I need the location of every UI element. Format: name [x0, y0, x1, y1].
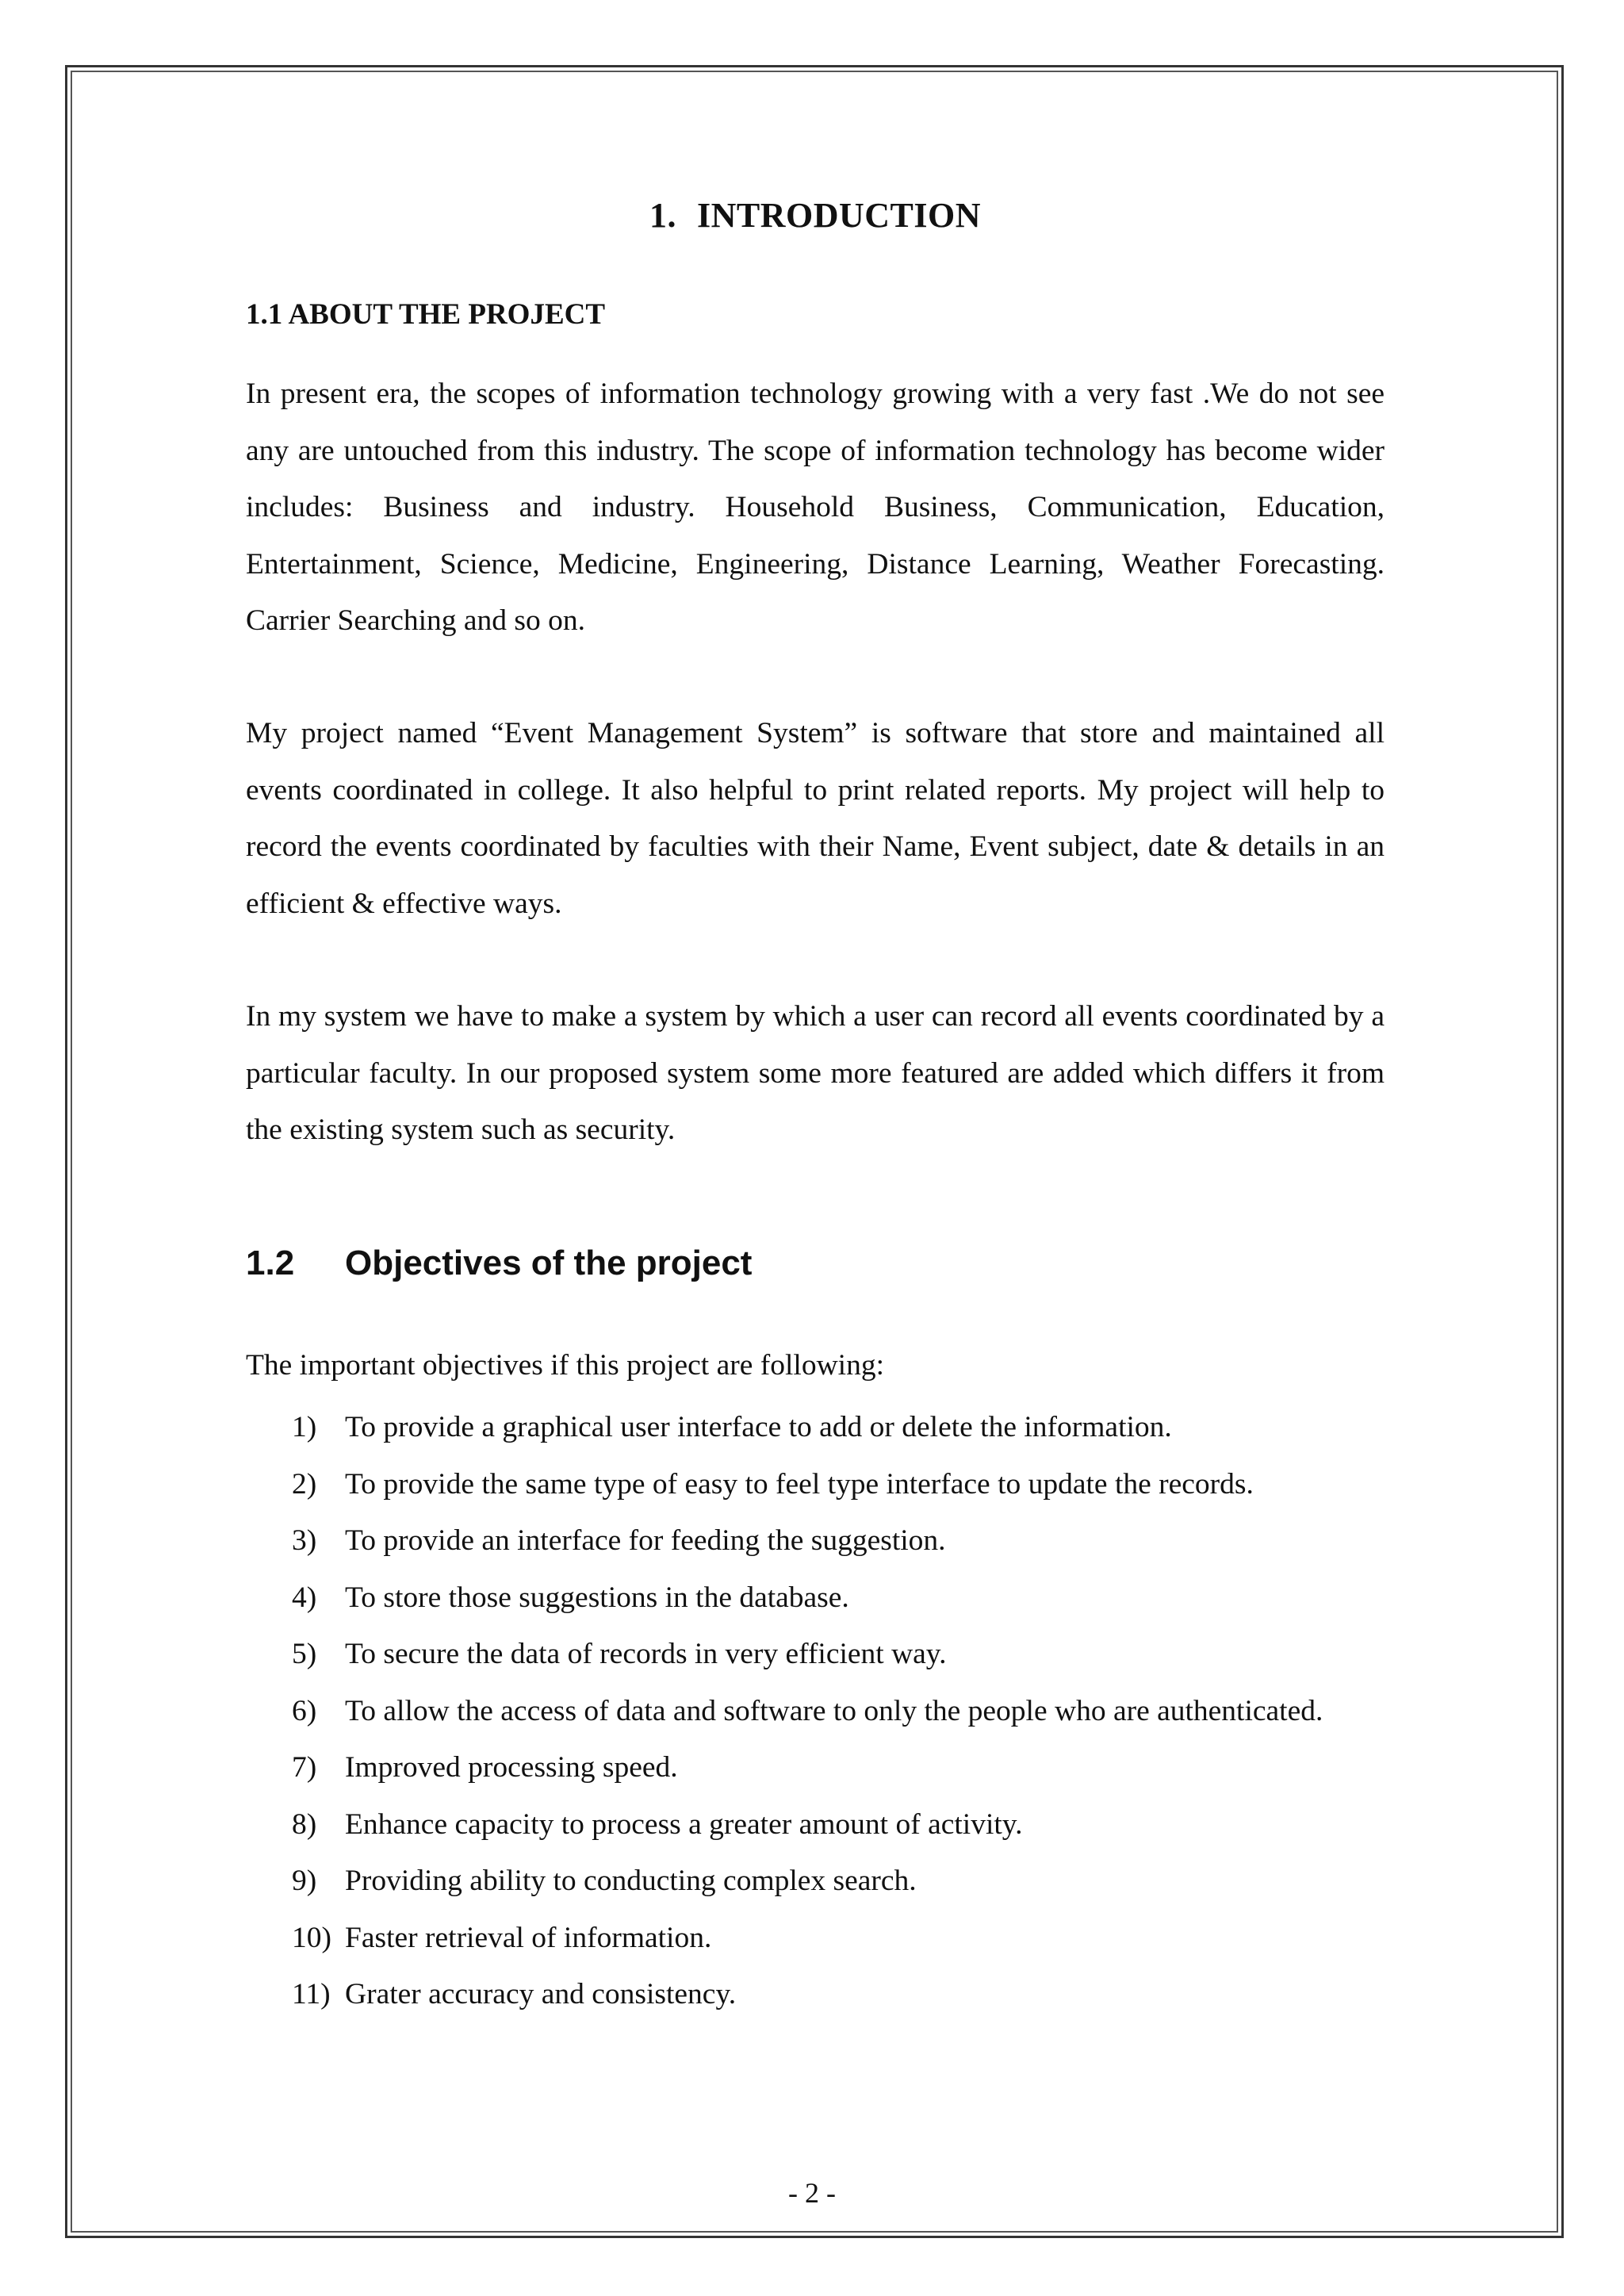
objective-text: To provide a graphical user interface to add or delete the information.	[345, 1411, 1172, 1443]
chapter-title	[246, 192, 1385, 240]
chapter-title-text: INTRODUCTION	[696, 196, 982, 235]
objective-item	[246, 1739, 1385, 1796]
section-1-2-title: Objectives of the project	[345, 1244, 753, 1282]
objective-text: To allow the access of data and software to only the people who are authenticated.	[345, 1694, 1323, 1727]
chapter-number: 1.	[649, 196, 676, 235]
objective-text: Faster retrieval of information.	[345, 1921, 712, 1954]
objectives-list	[246, 1399, 1385, 2023]
page-number: - 2 -	[788, 2177, 836, 2209]
objective-item	[246, 1512, 1385, 1570]
objective-marker: 6)	[292, 1694, 317, 1727]
objective-marker: 7)	[292, 1751, 317, 1784]
objective-text: Providing ability to conducting complex search.	[345, 1865, 917, 1897]
objective-item	[246, 1910, 1385, 1967]
objective-marker: 8)	[292, 1807, 317, 1841]
paragraph-2: My project named “Event Management System” is software that store and maintained all events coordinated in college. It also helpful to print related reports. My project will help to record the events coordinated by faculties with their Name, Event subject, date & details in an efficient & effective ways.	[246, 717, 1385, 920]
objective-marker: 5)	[292, 1638, 317, 1670]
objective-item	[246, 1399, 1385, 1456]
objective-item	[246, 1456, 1385, 1513]
objective-item	[246, 1570, 1385, 1627]
objective-marker: 9)	[292, 1865, 317, 1897]
objective-marker: 10)	[292, 1921, 331, 1954]
objective-item	[246, 1853, 1385, 1910]
objective-item	[246, 1966, 1385, 2023]
objective-text: To provide an interface for feeding the suggestion.	[345, 1524, 946, 1557]
objective-text: To provide the same type of easy to feel type interface to update the records.	[345, 1467, 1254, 1501]
objective-text: To secure the data of records in very efficient way.	[345, 1638, 947, 1670]
objective-text: Grater accuracy and consistency.	[345, 1978, 737, 2010]
objective-marker: 4)	[292, 1581, 317, 1614]
objective-item	[246, 1626, 1385, 1683]
objective-text: To store those suggestions in the database.	[345, 1581, 849, 1614]
objectives-intro: The important objectives if this project are following:	[246, 1349, 884, 1382]
objective-item	[246, 1796, 1385, 1853]
objective-marker: 1)	[292, 1411, 317, 1443]
section-1-2-heading	[246, 1240, 752, 1287]
objective-text: Enhance capacity to process a greater amount of activity.	[345, 1807, 1023, 1841]
objective-marker: 3)	[292, 1524, 317, 1557]
objective-item	[246, 1683, 1385, 1740]
paragraph-3: In my system we have to make a system by which a user can record all events coordinated by a particular faculty. In our proposed system some more featured are added which differs it from the existing system such as security.	[246, 1000, 1385, 1146]
section-1-2-number: 1.2	[246, 1244, 295, 1282]
paragraph-1: In present era, the scopes of information technology growing with a very fast .We do not see any are untouched from this industry. The scope of information technology has become wider includes: Business and industry. Household Business, Communication, Education, Entertainment, Science, Medicine, Engineering, Distance Learning, Weather Forecasting. Carrier Searching and so on.	[246, 378, 1385, 637]
section-1-1-title: 1.1 ABOUT THE PROJECT	[246, 298, 606, 331]
objective-marker: 11)	[292, 1978, 331, 2010]
objective-marker: 2)	[292, 1467, 317, 1501]
objective-text: Improved processing speed.	[345, 1751, 678, 1784]
